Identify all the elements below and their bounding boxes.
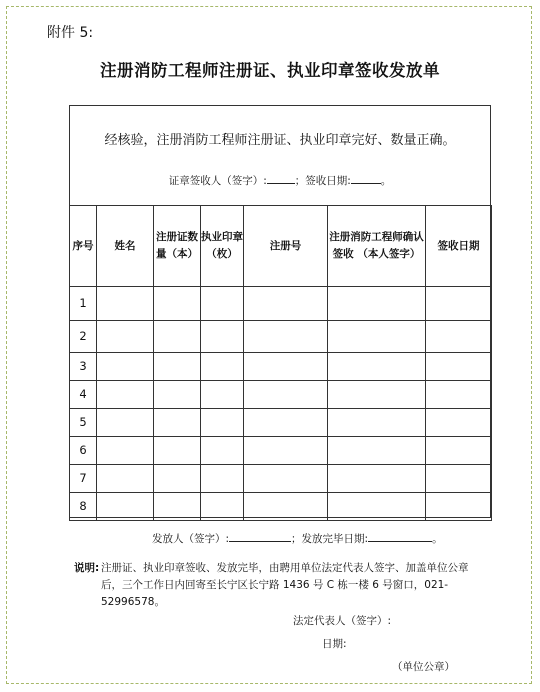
table-header-row [70, 206, 492, 287]
table-cell[interactable] [154, 409, 201, 437]
table-cell[interactable] [201, 353, 244, 381]
row-number: 2 [70, 321, 97, 353]
table-cell[interactable] [244, 381, 328, 409]
table-cell[interactable] [201, 287, 244, 321]
table-row [70, 321, 492, 353]
table-cell[interactable] [97, 465, 154, 493]
row-number: 4 [70, 381, 97, 409]
note-label: 说明: [74, 562, 100, 574]
table-cell[interactable] [154, 321, 201, 353]
table-row [70, 381, 492, 409]
header-sign-date: 签收日期 [426, 206, 492, 287]
table-cell[interactable] [328, 321, 426, 353]
table-cell[interactable] [201, 437, 244, 465]
seal-label: （单位公章） [392, 661, 455, 673]
table-cell[interactable] [201, 493, 244, 521]
header-cert-qty: 注册证数量（本） [154, 206, 201, 287]
receiver-end: 。 [380, 175, 392, 187]
header-confirm-sign: 注册消防工程师确认签收 （本人签字） [328, 206, 426, 287]
table-cell[interactable] [97, 321, 154, 353]
table-cell[interactable] [244, 321, 328, 353]
row-number: 6 [70, 437, 97, 465]
receiver-signature-blank[interactable] [267, 172, 295, 184]
table-cell[interactable] [97, 287, 154, 321]
row-number: 3 [70, 353, 97, 381]
issuer-line [152, 530, 443, 546]
table-cell[interactable] [426, 353, 492, 381]
table-cell[interactable] [328, 353, 426, 381]
row-number: 8 [70, 493, 97, 521]
table-cell[interactable] [97, 381, 154, 409]
table-cell[interactable] [154, 287, 201, 321]
table-cell[interactable] [328, 493, 426, 521]
table-cell[interactable] [201, 465, 244, 493]
header-seal-qty: 执业印章（枚） [201, 206, 244, 287]
header-reg-no: 注册号 [244, 206, 328, 287]
table-row [70, 437, 492, 465]
table-cell[interactable] [154, 437, 201, 465]
table-cell[interactable] [244, 465, 328, 493]
header-seq: 序号 [70, 206, 97, 287]
issuer-date-label: 发放完毕日期: [301, 533, 369, 545]
table-cell[interactable] [201, 321, 244, 353]
issuer-signature-blank[interactable] [229, 530, 291, 542]
table-cell[interactable] [154, 465, 201, 493]
table-row [70, 493, 492, 521]
table-cell[interactable] [426, 409, 492, 437]
table-row [70, 465, 492, 493]
page-title: 注册消防工程师注册证、执业印章签收发放单 [100, 61, 440, 80]
note [74, 560, 484, 611]
table-cell[interactable] [328, 465, 426, 493]
receiver-line [70, 172, 490, 188]
receiver-separator: ； [294, 175, 306, 187]
table-cell[interactable] [244, 409, 328, 437]
table-cell[interactable] [328, 409, 426, 437]
note-text: 注册证、执业印章签收、发放完毕，由聘用单位法定代表人签字、加盖单位公章后，三个工作日内回寄至长宁区长宁路 1436 号 C 栋一楼 6 号窗口，021-52996578。 [101, 562, 469, 608]
table-cell[interactable] [426, 381, 492, 409]
table-cell[interactable] [426, 493, 492, 521]
issuer-end: 。 [432, 533, 443, 545]
table-cell[interactable] [201, 381, 244, 409]
table-cell[interactable] [97, 493, 154, 521]
table-cell[interactable] [97, 437, 154, 465]
legal-rep-label: 法定代表人（签字）: [293, 615, 392, 627]
header-name: 姓名 [97, 206, 154, 287]
table-row [70, 287, 492, 321]
table-cell[interactable] [201, 409, 244, 437]
row-number: 1 [70, 287, 97, 321]
table-cell[interactable] [244, 493, 328, 521]
receiver-signer-label: 证章签收人（签字）: [168, 175, 267, 187]
attachment-label: 附件 5: [47, 25, 94, 41]
table-cell[interactable] [154, 493, 201, 521]
row-number: 7 [70, 465, 97, 493]
table-cell[interactable] [154, 353, 201, 381]
table-cell[interactable] [426, 465, 492, 493]
sign-table [69, 205, 492, 521]
table-body [70, 287, 492, 521]
table-cell[interactable] [244, 353, 328, 381]
table-cell[interactable] [426, 321, 492, 353]
table-cell[interactable] [328, 287, 426, 321]
table-cell[interactable] [328, 437, 426, 465]
table-cell[interactable] [244, 287, 328, 321]
receiver-date-label: 签收日期: [305, 175, 351, 187]
receiver-date-blank[interactable] [351, 172, 381, 184]
row-number: 5 [70, 409, 97, 437]
issuer-signer-label: 发放人（签字）: [152, 533, 230, 545]
table-cell[interactable] [426, 287, 492, 321]
confirmation-text: 经核验，注册消防工程师注册证、执业印章完好、数量正确。 [104, 133, 456, 148]
table-cell[interactable] [97, 353, 154, 381]
table-cell[interactable] [97, 409, 154, 437]
table-cell[interactable] [244, 437, 328, 465]
table-cell[interactable] [154, 381, 201, 409]
table-row [70, 353, 492, 381]
table-row [70, 409, 492, 437]
issuer-date-blank[interactable] [368, 530, 432, 542]
table-cell[interactable] [426, 437, 492, 465]
table-cell[interactable] [328, 381, 426, 409]
issuer-separator: ； [291, 533, 302, 545]
date-label: 日期: [322, 638, 347, 650]
